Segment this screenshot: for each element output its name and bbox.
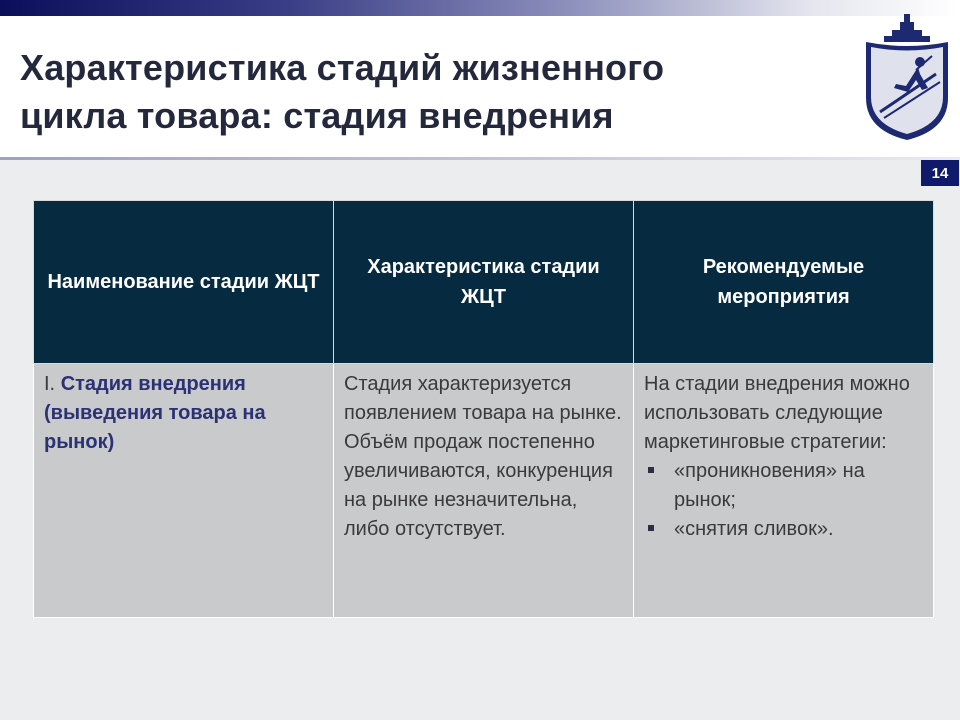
strategy-text: «проникновения» на рынок; [674, 460, 865, 511]
top-gradient-bar [0, 0, 960, 16]
table-row [34, 364, 934, 618]
list-item [644, 515, 923, 544]
list-item [644, 457, 923, 515]
cell-characteristic: Стадия характеризуется появлением товара на рынке. Объём продаж постепенно увеличиваются, конкуренция на рынке незначительна, либо отсутствует. [334, 364, 634, 618]
slide-title-line1: Характеристика стадий жизненного [20, 47, 665, 88]
header-divider [0, 157, 960, 160]
slide-title [20, 44, 840, 140]
header-stage-name: Наименование стадии ЖЦТ [34, 201, 334, 364]
strategy-text: «снятия сливок». [674, 518, 834, 540]
cell-stage-name [34, 364, 334, 618]
page-number-badge: 14 [921, 160, 959, 186]
table-header-row [34, 201, 934, 364]
header-recommended-measures: Рекомендуемые мероприятия [634, 201, 934, 364]
university-crest-icon [858, 12, 956, 144]
strategy-list [644, 457, 923, 544]
square-bullet-icon [648, 525, 654, 531]
stage-roman-numeral: I. [44, 373, 56, 395]
square-bullet-icon [648, 467, 654, 473]
stage-name-text: Стадия внедрения (выведения товара на рынок) [44, 373, 266, 453]
cell-measures [634, 364, 934, 618]
slide-title-line2: цикла товара: стадия внедрения [20, 95, 614, 136]
stage-table [33, 200, 934, 618]
header-stage-characteristic: Характеристика стадии ЖЦТ [334, 201, 634, 364]
measures-intro: На стадии внедрения можно использовать следующие маркетинговые стратегии: [644, 373, 910, 453]
